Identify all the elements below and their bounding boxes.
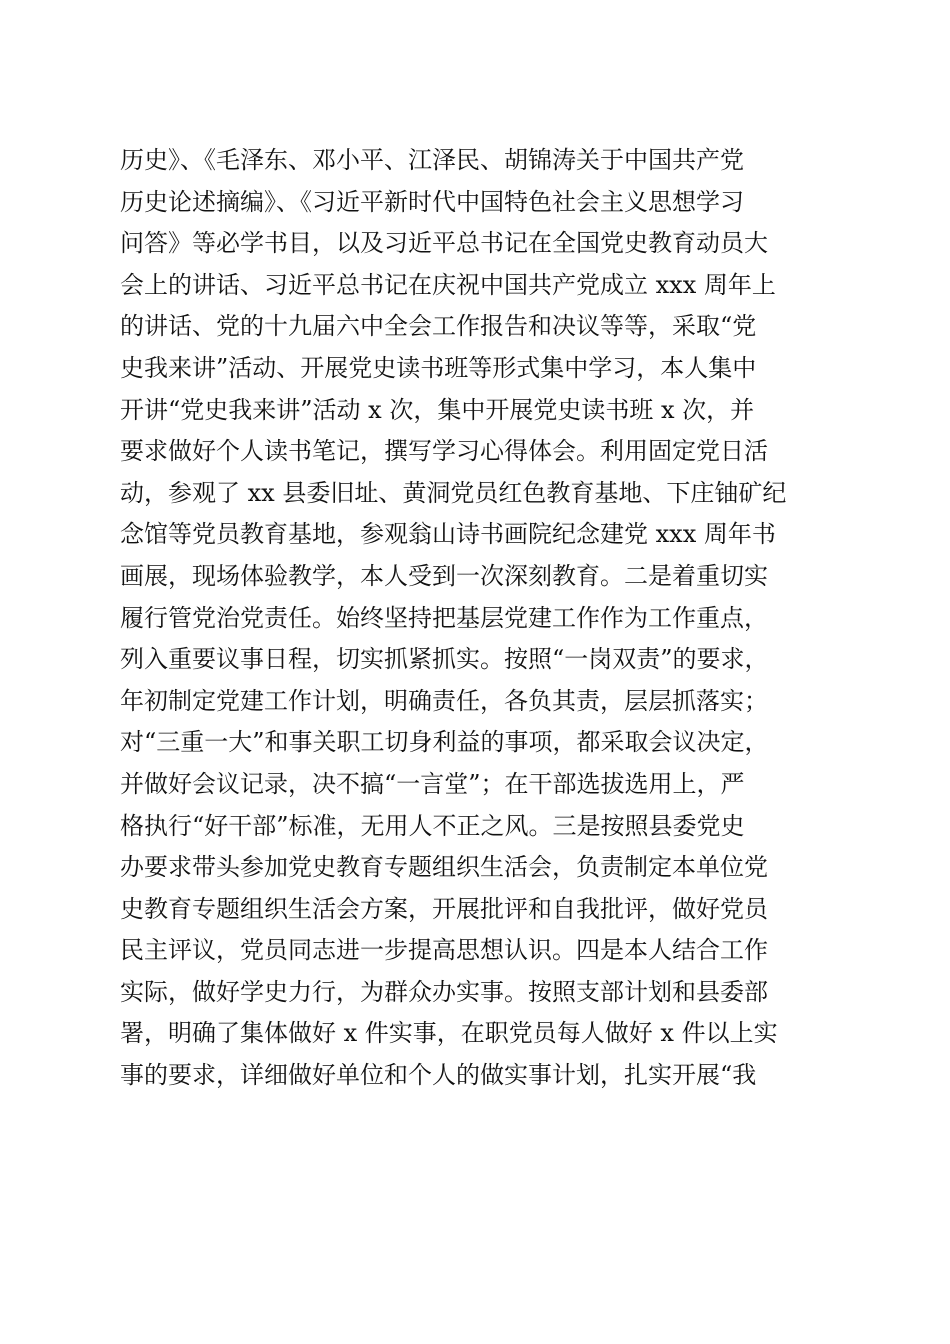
text-line: 历史》、《毛泽东、邓小平、江泽民、胡锦涛关于中国共产党 [120,146,744,174]
text-line: 史我来讲”活动、开展党史读书班等形式集中学习，本人集中 [120,353,757,382]
text-line: 年初制定党建工作计划，明确责任，各负其责，层层抓落实； [120,686,768,715]
text-line: 格执行“好干部”标准，无用人不正之风。三是按照县委党史 [120,811,745,840]
text-line: 历史论述摘编》、《习近平新时代中国特色社会主义思想学习 [120,187,744,216]
text-line: 事的要求，详细做好单位和个人的做实事计划，扎实开展“我 [120,1061,757,1090]
text-line: 并做好会议记录，决不搞“一言堂”；在干部选拔选用上，严 [120,769,745,798]
body-paragraph [120,140,840,1097]
text-line: 念馆等党员教育基地，参观翁山诗书画院纪念建党 xxx 周年书 [120,520,776,549]
text-line: 实际，做好学史力行，为群众办实事。按照支部计划和县委部 [120,977,768,1006]
text-line: 会上的讲话、习近平总书记在庆祝中国共产党成立 xxx 周年上 [120,270,776,299]
text-line: 的讲话、党的十九届六中全会工作报告和决议等等，采取“党 [120,312,757,341]
text-line: 画展，现场体验教学，本人受到一次深刻教育。二是着重切实 [120,561,768,590]
text-line: 史教育专题组织生活会方案，开展批评和自我批评，做好党员 [120,894,768,923]
text-line: 开讲“党史我来讲”活动 x 次，集中开展党史读书班 x 次，并 [120,395,755,424]
text-line: 对“三重一大”和事关职工切身利益的事项，都采取会议决定， [120,728,769,757]
text-line: 民主评议，党员同志进一步提高思想认识。四是本人结合工作 [120,936,768,965]
text-line: 动，参观了 xx 县委旧址、黄洞党员红色教育基地、下庄铀矿纪 [120,478,787,507]
text-line: 要求做好个人读书笔记，撰写学习心得体会。利用固定党日活 [120,437,768,466]
text-line: 问答》等必学书目，以及习近平总书记在全国党史教育动员大 [120,229,768,258]
text-line: 列入重要议事日程，切实抓紧抓实。按照“一岗双责”的要求， [120,645,769,674]
text-line: 署，明确了集体做好 x 件实事，在职党员每人做好 x 件以上实 [120,1019,778,1048]
text-line: 办要求带头参加党史教育专题组织生活会，负责制定本单位党 [120,853,768,882]
text-line: 履行管党治党责任。始终坚持把基层党建工作作为工作重点， [120,603,768,632]
